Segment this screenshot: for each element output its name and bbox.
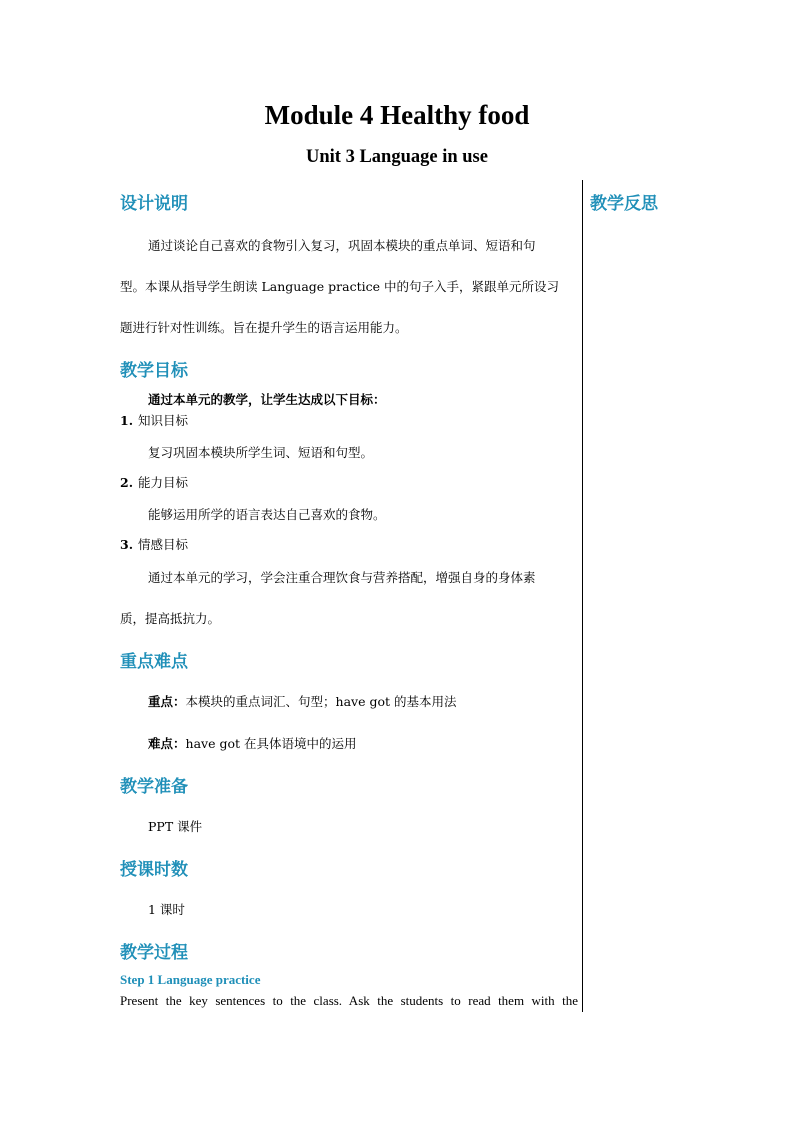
hours-heading: 授课时数	[120, 860, 188, 880]
goal-3-text-2: 质，提高抵抗力。	[120, 611, 221, 626]
key-heading: 重点难点	[120, 652, 188, 672]
goal-2-label	[120, 473, 188, 491]
step-1-text: Present the key sentences to the class. Ask the students to read them with the	[120, 993, 578, 1008]
goal-2-text: 能够运用所学的语言表达自己喜欢的食物。	[148, 507, 386, 522]
process-heading: 教学过程	[120, 943, 188, 963]
goal-2-title: 能力目标	[138, 475, 189, 490]
column-divider	[582, 180, 583, 1012]
design-line-2: 型。本课从指导学生朗读 Language practice 中的句子入手，紧跟单元所设习	[120, 279, 559, 294]
step-1-title: Step 1 Language practice	[120, 972, 261, 987]
goal-3-title: 情感目标	[138, 537, 189, 552]
page-subtitle: Unit 3 Language in use	[306, 147, 488, 167]
key-point-label: 重点：	[148, 694, 186, 709]
key-point-text: 本模块的重点词汇、句型；have got 的基本用法	[185, 694, 457, 709]
prep-text: PPT 课件	[148, 819, 203, 834]
goal-2-number: 2.	[120, 475, 134, 490]
goal-1-label	[120, 411, 188, 429]
design-heading: 设计说明	[120, 194, 188, 214]
goal-3-text-1: 通过本单元的学习，学会注重合理饮食与营养搭配，增强自身的身体素	[148, 570, 536, 585]
key-point	[148, 692, 456, 710]
design-line-1: 通过谈论自己喜欢的食物引入复习，巩固本模块的重点单词、短语和句	[148, 238, 536, 253]
goals-intro: 通过本单元的教学，让学生达成以下目标：	[148, 392, 386, 407]
difficult-point-label: 难点：	[148, 736, 186, 751]
page-title: Module 4 Healthy food	[264, 100, 530, 130]
goal-3-number: 3.	[120, 537, 134, 552]
goal-1-number: 1.	[120, 413, 134, 428]
prep-heading: 教学准备	[120, 777, 188, 797]
goal-1-text: 复习巩固本模块所学生词、短语和句型。	[148, 445, 374, 460]
goal-1-title: 知识目标	[138, 413, 189, 428]
goal-3-label	[120, 535, 188, 553]
reflection-heading: 教学反思	[590, 194, 658, 214]
goals-heading: 教学目标	[120, 361, 188, 381]
hours-text: 1 课时	[148, 902, 185, 917]
difficult-point	[148, 734, 356, 752]
difficult-point-text: have got 在具体语境中的运用	[185, 736, 357, 751]
design-line-3: 题进行针对性训练。旨在提升学生的语言运用能力。	[120, 320, 408, 335]
